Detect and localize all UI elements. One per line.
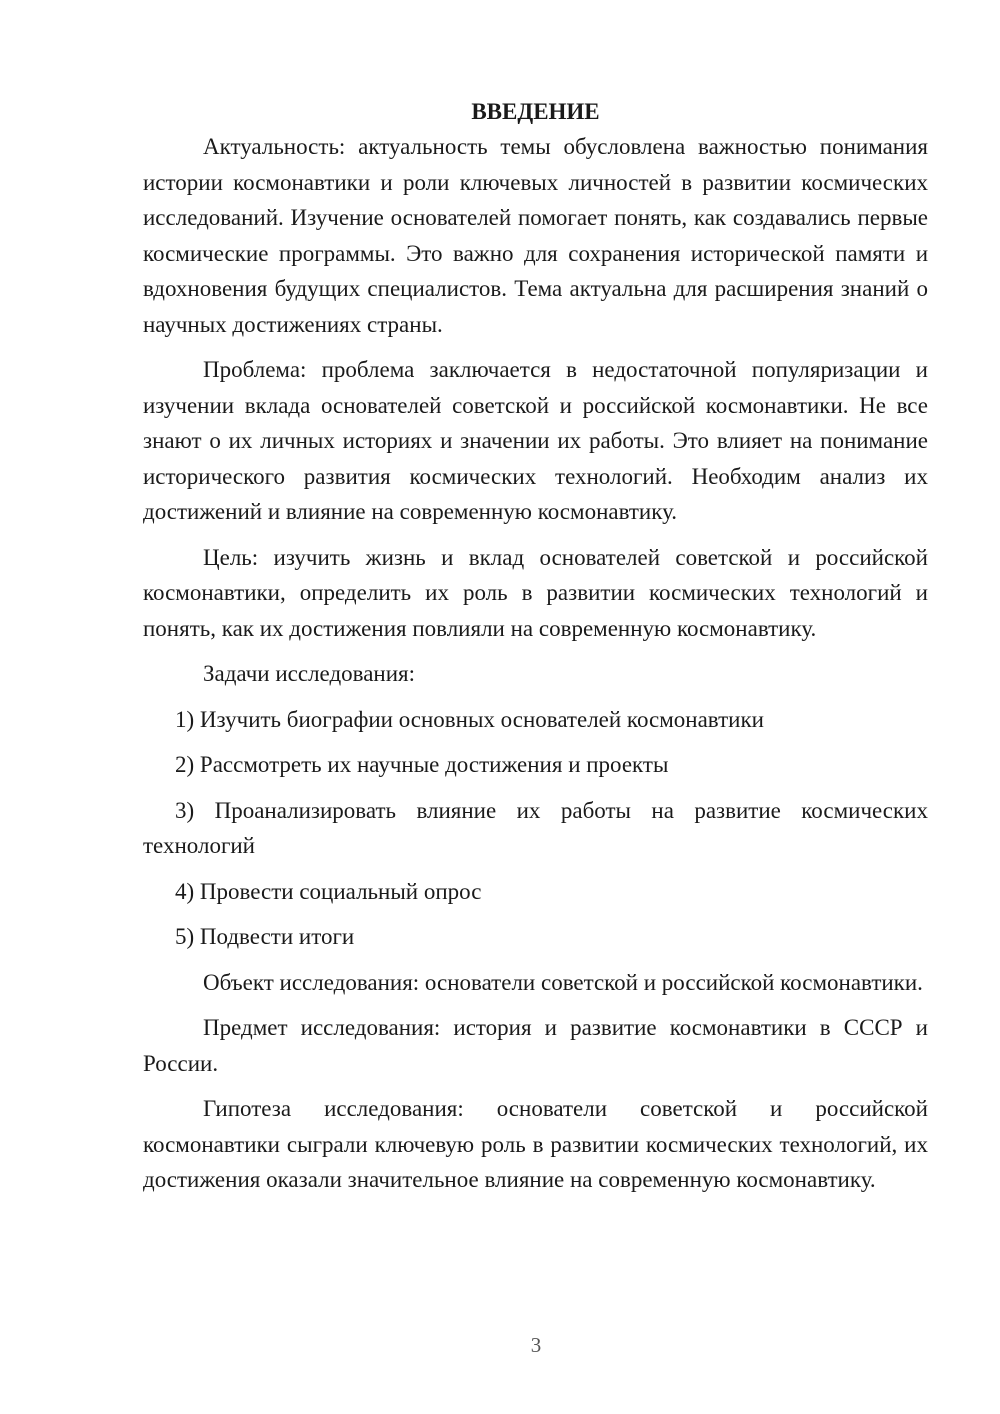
page-number: 3 xyxy=(530,1333,542,1357)
hypothesis-paragraph: Гипотеза исследования: основатели советской и российской космонавтики сыграли ключевую роль в развитии космических технологий, их достижения оказали значительное влияние на современную космонавтику. xyxy=(143,1096,928,1192)
subject-paragraph: Предмет исследования: история и развитие космонавтики в СССР и России. xyxy=(143,1015,928,1076)
page-title: ВВЕДЕНИЕ xyxy=(471,99,600,124)
problem-paragraph: Проблема: проблема заключается в недостаточной популяризации и изучении вклада основателей советской и российской космонавтики. Не все знают о их личных историях и значении их работы. Это влияет на понимание исторического развития космических технологий. Необходим анализ их достижений и влияние на современную космонавтику. xyxy=(143,357,928,524)
task-item-2: 2) Рассмотреть их научные достижения и проекты xyxy=(175,752,669,777)
document-body xyxy=(143,94,928,1198)
goal-paragraph: Цель: изучить жизнь и вклад основателей советской и российской космонавтики, определить их роль в развитии космических технологий и понять, как их достижения повлияли на современную космонавтику. xyxy=(143,544,928,641)
task-item-5: 5) Подвести итоги xyxy=(175,924,355,949)
task-item-3: 3) Проанализировать влияние их работы на развитие космических технологий xyxy=(143,797,928,858)
tasks-heading: Задачи исследования: xyxy=(203,661,416,686)
task-item-4: 4) Провести социальный опрос xyxy=(175,878,482,904)
object-paragraph: Объект исследования: основатели советской и российской космонавтики. xyxy=(203,969,923,995)
relevance-paragraph: Актуальность: актуальность темы обусловлена важностью понимания истории космонавтики и роли ключевых личностей в развитии космических исследований. Изучение основателей помогает понять, как создавались первые космические программы. Это важно для сохранения исторической памяти и вдохновения будущих специалистов. Тема актуальна для расширения знаний о научных достижениях страны. xyxy=(143,134,928,337)
task-item-1: 1) Изучить биографии основных основателей космонавтики xyxy=(175,706,764,732)
